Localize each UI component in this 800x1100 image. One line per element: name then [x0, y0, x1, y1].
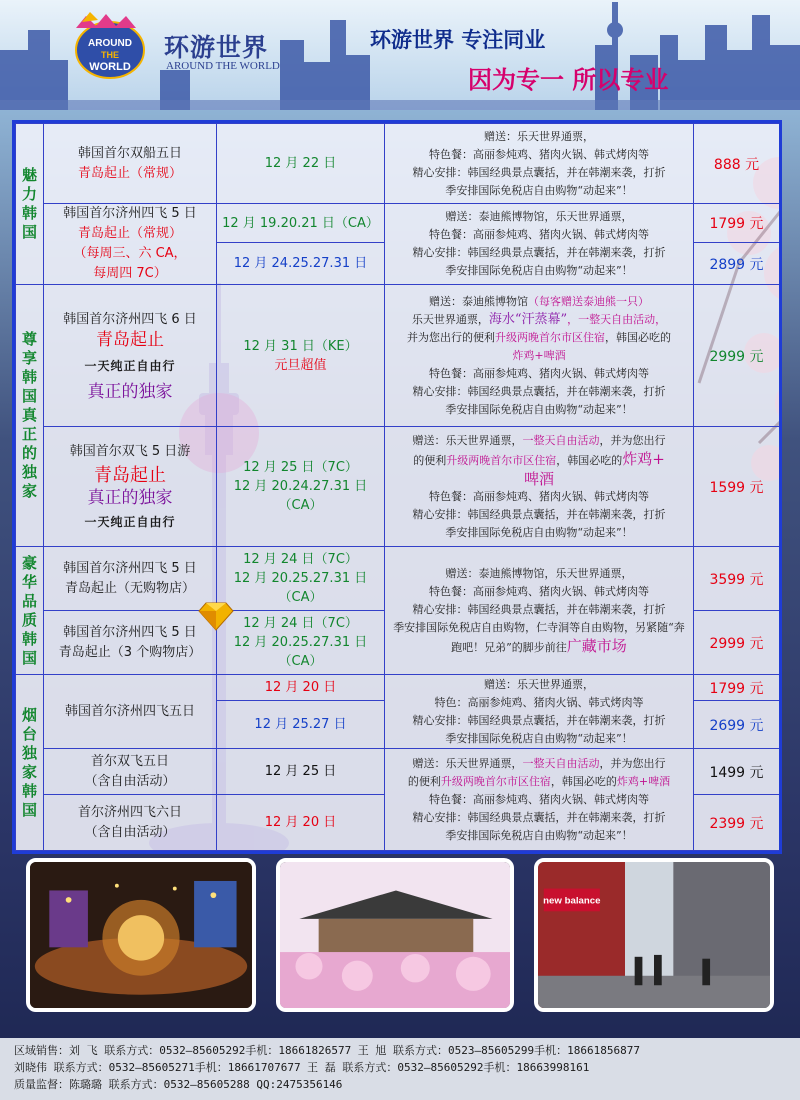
itinerary-description-cell: 赠送：乐天世界通票，一整天自由活动，并为您出行 的便利升级两晚首尔市区住宿，韩国必吃的炸鸡+ 啤酒 特色餐：高丽参炖鸡、猪肉火锅、韩式烤肉等 精心安排：韩国经典景点囊括，并在韩潮来袭，打折 季安排国际免税店自由购物“动起来”！	[385, 427, 694, 547]
table-row	[16, 749, 780, 795]
price-cell: 1799 元	[694, 204, 780, 243]
table-row	[16, 124, 780, 204]
product-name-cell: 首尔济州四飞六日 （含自由活动）	[44, 795, 217, 851]
slogan-line-1: 环游世界 专注同业	[370, 28, 546, 52]
table-row	[16, 547, 780, 611]
contact-footer	[0, 1038, 800, 1100]
photo-myeongdong-street	[534, 858, 774, 1012]
product-name-cell: 首尔双飞五日 （含自由活动）	[44, 749, 217, 795]
table-row	[16, 285, 780, 427]
departure-date-cell: 12 月 25.27 日	[217, 701, 385, 749]
price-cell: 2999 元	[694, 285, 780, 427]
price-cell: 2399 元	[694, 795, 780, 851]
table-row	[16, 675, 780, 701]
photo-hanok-village-blossoms	[276, 858, 514, 1012]
itinerary-description-cell: 赠送：乐天世界通票， 特色：高丽参炖鸡、猪肉火锅、韩式烤肉等 精心安排：韩国经典景点囊括，并在韩潮来袭，打折 季安排国际免税店自由购物“动起来”！	[385, 675, 694, 749]
category-cell-premium-korea: 尊 享 韩 国 真 正 的 独 家	[16, 285, 44, 547]
product-name-cell: 韩国首尔济州四飞 5 日 青岛起止（常规） （每周三、六 CA， 每周四 7C）	[44, 204, 217, 285]
footer-quality-row: 质量监督：陈璐璐 联系方式：0532—85605288 QQ:2475356146	[14, 1078, 343, 1091]
itinerary-description-cell: 赠送：泰迪熊博物馆，乐天世界通票， 特色餐：高丽参炖鸡、猪肉火锅、韩式烤肉等 精心安排：韩国经典景点囊括，并在韩潮来袭，打折 季安排国际免税店自由购物，仁寺洞等自由购物，另紧随“奔 跑吧！兄弟”的脚步前往广藏市场	[385, 547, 694, 675]
price-cell: 1799 元	[694, 675, 780, 701]
product-name-cell: 韩国首尔济州四飞 5 日 青岛起止（无购物店）	[44, 547, 217, 611]
header-banner	[0, 0, 800, 110]
category-cell-luxury-korea: 豪 华 品 质 韩 国	[16, 547, 44, 675]
departure-date-cell: 12 月 20 日	[217, 795, 385, 851]
price-cell: 3599 元	[694, 547, 780, 611]
departure-date-cell: 12 月 24.25.27.31 日	[217, 243, 385, 285]
departure-date-cell: 12 月 24 日（7C） 12 月 20.25.27.31 日 （CA）	[217, 547, 385, 611]
table-row	[16, 427, 780, 547]
product-name-cell: 韩国首尔双船五日 青岛起止（常规）	[44, 124, 217, 204]
svg-text:AROUND: AROUND	[88, 38, 132, 49]
itinerary-description-cell: 赠送：乐天世界通票， 特色餐：高丽参炖鸡、猪肉火锅、韩式烤肉等 精心安排：韩国经典景点囊括，并在韩潮来袭，打折 季安排国际免税店自由购物“动起来”！	[385, 124, 694, 204]
tour-price-table-panel	[12, 120, 782, 854]
slogan-line-2: 因为专一 所以专业	[468, 66, 669, 94]
departure-date-cell: 12 月 22 日	[217, 124, 385, 204]
itinerary-description-cell: 赠送：乐天世界通票，一整天自由活动，并为您出行 的便利升级两晚首尔市区住宿，韩国必吃的炸鸡+啤酒 特色餐：高丽参炖鸡、猪肉火锅、韩式烤肉等 精心安排：韩国经典景点囊括，并在韩潮来袭，打折 季安排国际免税店自由购物“动起来”！	[385, 749, 694, 851]
price-cell: 2999 元	[694, 611, 780, 675]
product-name-cell: 韩国首尔济州四飞 5 日 青岛起止（3 个购物店）	[44, 611, 217, 675]
svg-text:WORLD: WORLD	[89, 61, 131, 73]
price-cell: 1599 元	[694, 427, 780, 547]
around-the-world-logo	[62, 10, 158, 82]
departure-date-cell: 12 月 24 日（7C） 12 月 20.25.27.31 日 （CA）	[217, 611, 385, 675]
logo-chinese-name: 环游世界	[164, 33, 269, 62]
departure-date-cell: 12 月 20 日	[217, 675, 385, 701]
departure-date-cell: 12 月 19.20.21 日（CA）	[217, 204, 385, 243]
itinerary-description-cell: 赠送：泰迪熊博物馆（每客赠送泰迪熊一只） 乐天世界通票，海水“汗蒸幕”，一整天自由活动， 并为您出行的便利升级两晚首尔市区住宿，韩国必吃的 炸鸡+啤酒 特色餐：高丽参炖鸡、猪肉火锅、韩式烤肉等 精心安排：韩国经典景点囊括，并在韩潮来袭，打折 季安排国际免税店自由购物“动起来”！	[385, 285, 694, 427]
diamond-gem-icon	[198, 599, 234, 631]
category-cell-charm-korea: 魅 力 韩 国	[16, 124, 44, 285]
photo-lotte-world-indoor	[26, 858, 256, 1012]
itinerary-description-cell: 赠送：泰迪熊博物馆，乐天世界通票， 特色餐：高丽参炖鸡、猪肉火锅、韩式烤肉等 精心安排：韩国经典景点囊括，并在韩潮来袭，打折 季安排国际免税店自由购物“动起来”！	[385, 204, 694, 285]
product-name-cell: 韩国首尔济州四飞五日	[44, 675, 217, 749]
departure-date-cell: 12 月 31 日（KE） 元旦超值	[217, 285, 385, 427]
product-name-cell: 韩国首尔济州四飞 6 日 青岛起止 一天纯正自由行 真正的独家	[44, 285, 217, 427]
price-cell: 888 元	[694, 124, 780, 204]
svg-text:THE: THE	[101, 50, 119, 60]
departure-date-cell: 12 月 25 日	[217, 749, 385, 795]
footer-contact-row-1: 区域销售：刘 飞 联系方式：0532—85605292手机：18661826577 王 旭 联系方式：0523—85605299手机：18661856877	[14, 1044, 640, 1057]
price-cell: 1499 元	[694, 749, 780, 795]
logo-english-name: AROUND THE WORLD	[166, 60, 280, 72]
tour-price-table	[15, 123, 780, 851]
departure-date-cell: 12 月 25 日（7C） 12 月 20.24.27.31 日 （CA）	[217, 427, 385, 547]
footer-contact-row-2: 刘晓伟 联系方式：0532—85605271手机：18661707677 王 磊 联系方式：0532—85605292手机：18663998161	[14, 1061, 590, 1074]
price-cell: 2899 元	[694, 243, 780, 285]
product-name-cell: 韩国首尔双飞 5 日游 青岛起止 真正的独家 一天纯正自由行	[44, 427, 217, 547]
price-cell: 2699 元	[694, 701, 780, 749]
category-cell-yantai-korea: 烟 台 独 家 韩 国	[16, 675, 44, 851]
table-row	[16, 204, 780, 243]
new-balance-sign: new balance	[543, 895, 601, 907]
